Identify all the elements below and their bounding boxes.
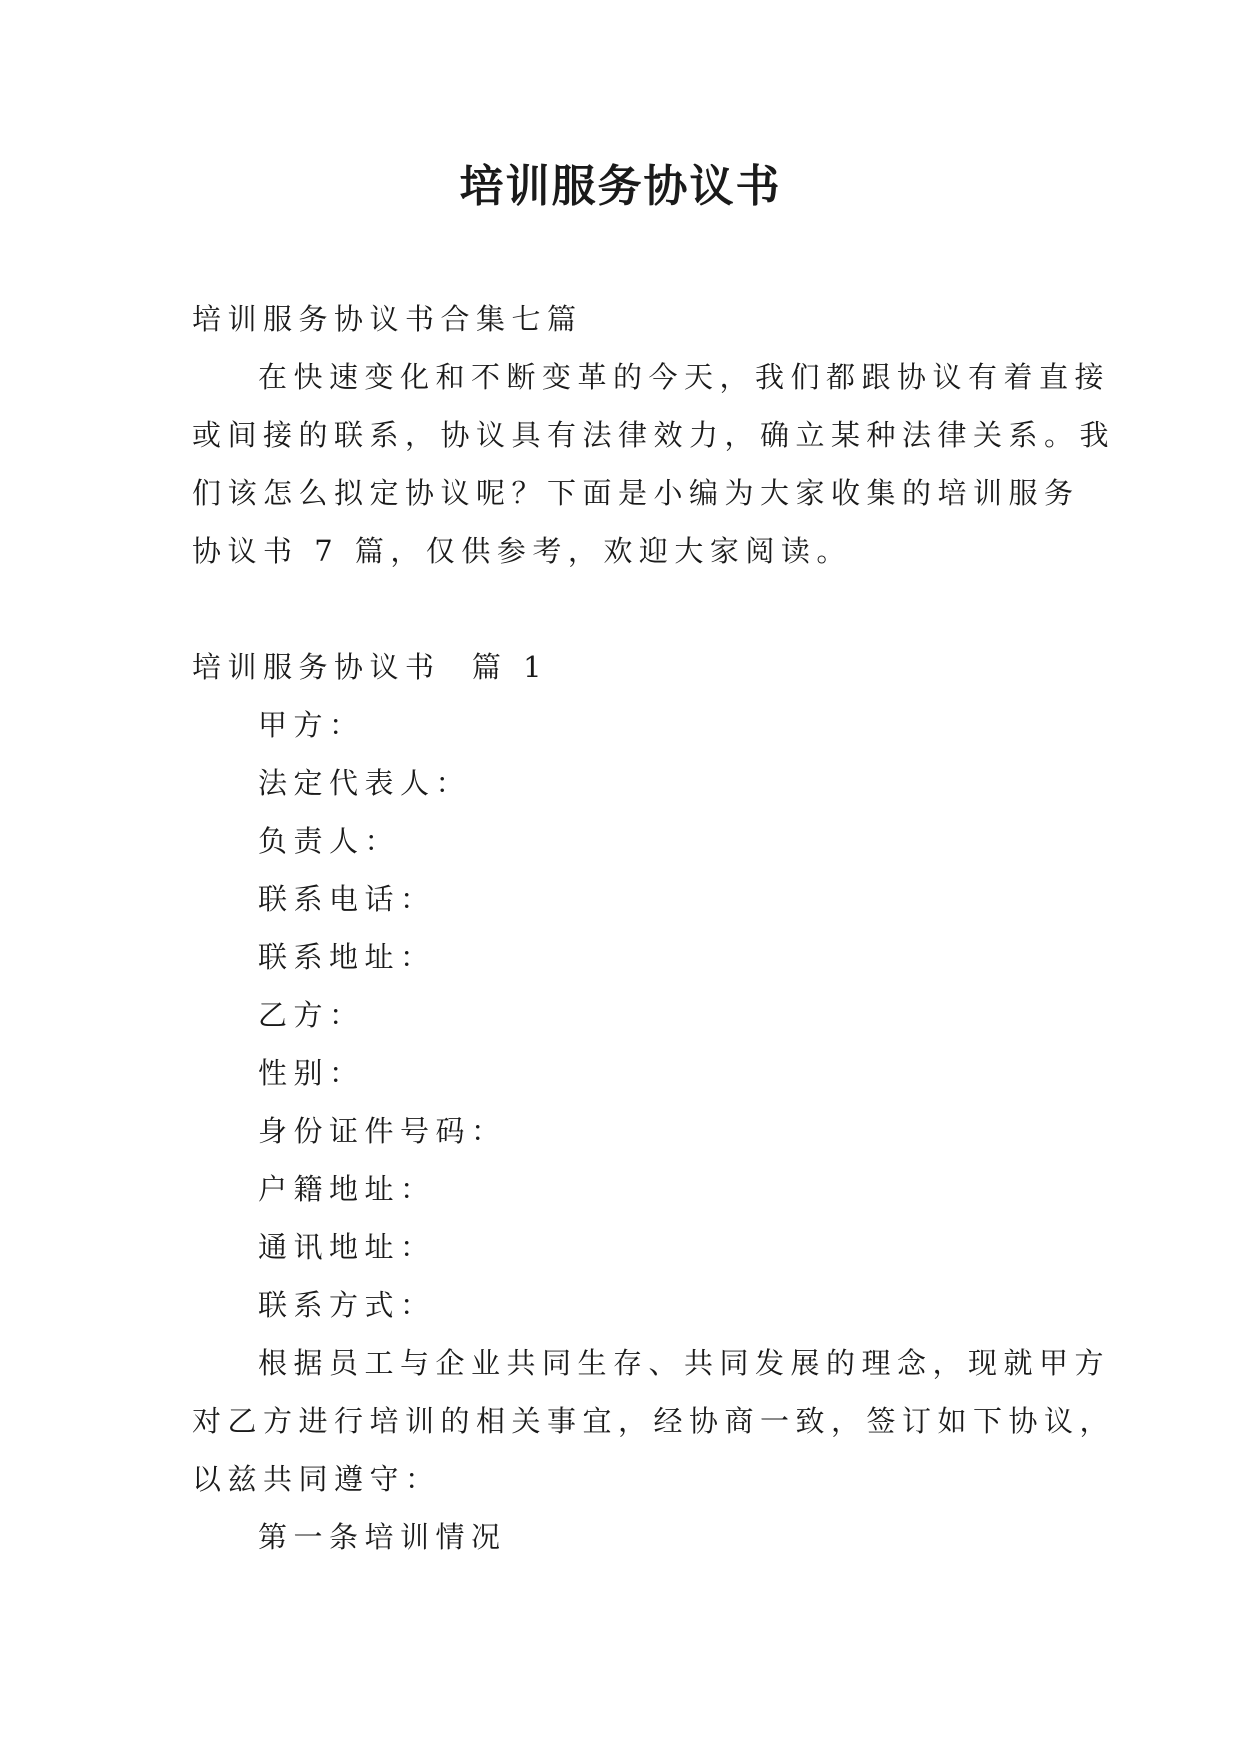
field-party-b: 乙方： [258, 998, 365, 1032]
field-contact-method: 联系方式： [258, 1288, 436, 1322]
field-household-address: 户籍地址： [258, 1172, 436, 1206]
field-legal-representative: 法定代表人： [258, 766, 472, 800]
intro-line: 协议书 7 篇，仅供参考，欢迎大家阅读。 [192, 534, 852, 568]
agreement-line: 根据员工与企业共同生存、共同发展的理念，现就甲方 [258, 1346, 1111, 1380]
field-mailing-address: 通讯地址： [258, 1230, 436, 1264]
intro-line: 在快速变化和不断变革的今天，我们都跟协议有着直接 [258, 360, 1111, 394]
collection-heading: 培训服务协议书合集七篇 [192, 302, 583, 336]
agreement-line: 以兹共同遵守： [192, 1462, 441, 1496]
document-body [192, 290, 1116, 1566]
intro-line: 们该怎么拟定协议呢？下面是小编为大家收集的培训服务 [192, 476, 1080, 510]
agreement-paragraph [192, 1334, 1116, 1508]
agreement-line: 对乙方进行培训的相关事宜，经协商一致，签订如下协议， [192, 1404, 1116, 1438]
section-heading: 培训服务协议书 篇 1 [192, 650, 549, 684]
field-person-in-charge: 负责人： [258, 824, 401, 858]
field-contact-address: 联系地址： [258, 940, 436, 974]
intro-paragraph [192, 348, 1116, 580]
field-party-a: 甲方： [258, 708, 365, 742]
field-gender: 性别： [258, 1056, 365, 1090]
document-title: 培训服务协议书 [459, 161, 782, 212]
intro-line: 或间接的联系，协议具有法律效力，确立某种法律关系。我 [192, 418, 1116, 452]
field-id-number: 身份证件号码： [258, 1114, 507, 1148]
article-heading: 第一条培训情况 [258, 1520, 507, 1554]
spacer [192, 580, 1052, 638]
field-contact-phone: 联系电话： [258, 882, 436, 916]
